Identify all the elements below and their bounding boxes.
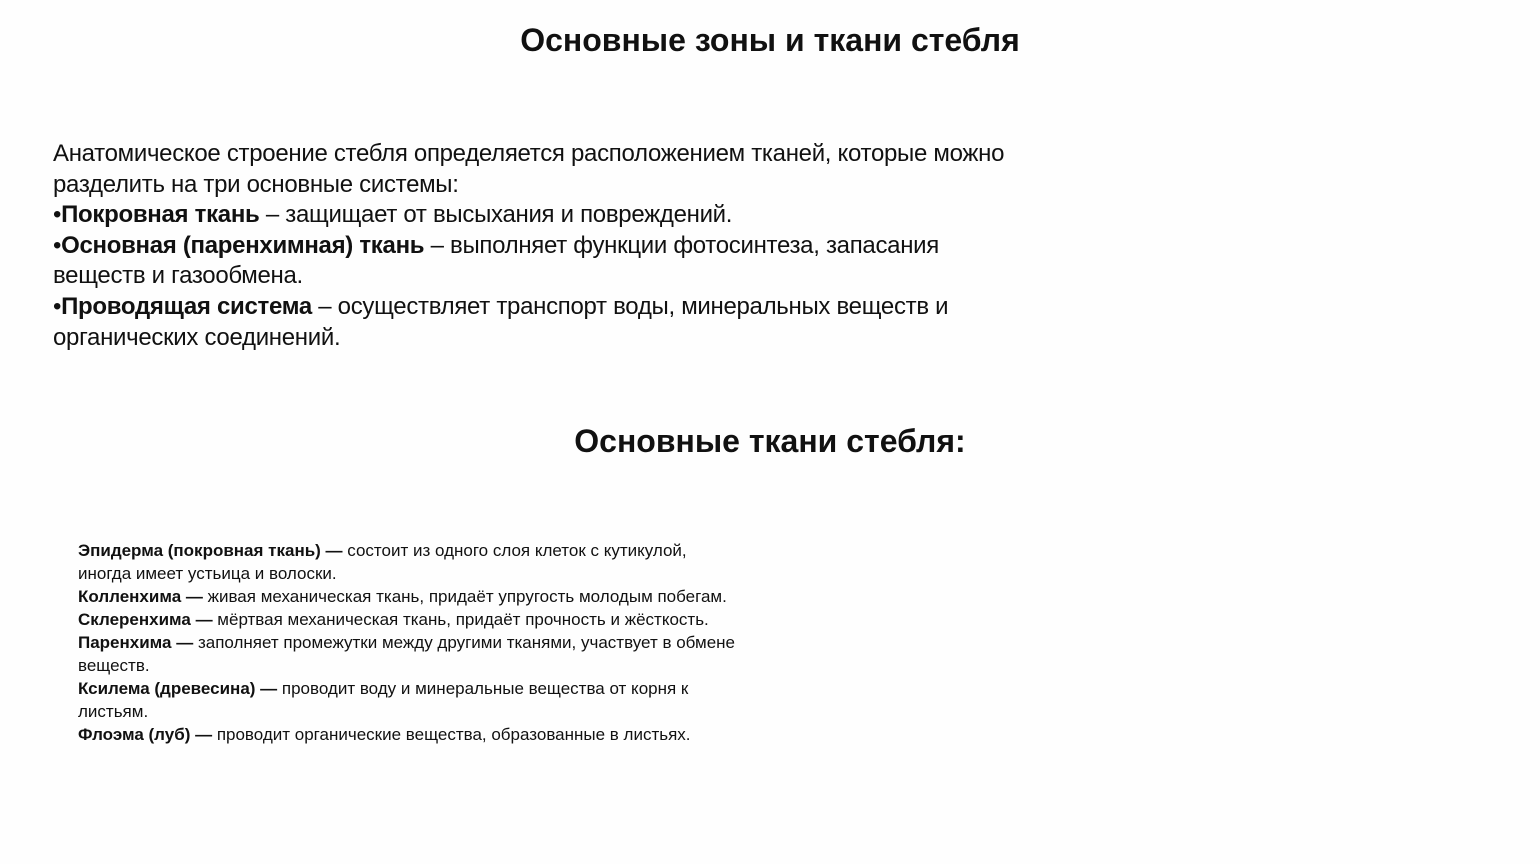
section-heading: Основные ткани стебля:	[574, 423, 966, 459]
intro-line: разделить на три основные системы:	[53, 170, 459, 198]
term: Паренхима —	[78, 633, 194, 652]
tissue-item	[78, 539, 735, 562]
tissue-item	[78, 631, 735, 654]
system-item-ground	[53, 231, 1004, 262]
tissue-item	[78, 723, 735, 746]
tissue-item	[78, 677, 735, 700]
system-item-vascular	[53, 292, 1004, 323]
description-continued: органических соединений.	[53, 323, 341, 351]
description: – осуществляет транспорт воды, минеральных веществ и	[311, 292, 949, 320]
description-continued: веществ.	[78, 656, 150, 675]
description: – защищает от высыхания и повреждений.	[259, 201, 733, 229]
description: проводит воду и минеральные вещества от корня к	[277, 679, 689, 698]
description-continued: иногда имеет устьица и волоски.	[78, 564, 337, 583]
term: Склеренхима —	[78, 610, 213, 629]
term: Основная (паренхимная) ткань	[61, 231, 425, 259]
term: Проводящая система	[61, 292, 312, 320]
tissue-item	[78, 608, 735, 631]
description: проводит органические вещества, образованные в листьях.	[212, 725, 691, 744]
description: заполняет промежутки между другими тканями, участвует в обмене	[193, 633, 736, 652]
description-continued: листьям.	[78, 702, 149, 721]
tissue-list	[78, 539, 735, 746]
term: Эпидерма (покровная ткань) —	[78, 541, 343, 560]
term: Покровная ткань	[61, 201, 260, 229]
description: состоит из одного слоя клеток с кутикулой,	[342, 541, 687, 560]
page-title: Основные зоны и ткани стебля	[520, 22, 1020, 58]
bullet: •	[53, 292, 62, 320]
description: – выполняет функции фотосинтеза, запасания	[424, 231, 939, 259]
intro-paragraph	[53, 139, 1004, 353]
description-continued: веществ и газообмена.	[53, 262, 303, 290]
tissue-item	[78, 585, 735, 608]
bullet: •	[53, 201, 62, 229]
description: живая механическая ткань, придаёт упругость молодым побегам.	[202, 587, 727, 606]
intro-line: Анатомическое строение стебля определяется расположением тканей, которые можно	[53, 140, 1005, 167]
term: Колленхима —	[78, 587, 203, 606]
description: мёртвая механическая ткань, придаёт прочность и жёсткость.	[212, 610, 709, 629]
bullet: •	[53, 231, 62, 259]
system-item-integumentary	[53, 200, 1004, 231]
term: Ксилема (древесина) —	[78, 679, 278, 698]
term: Флоэма (луб) —	[78, 725, 213, 744]
